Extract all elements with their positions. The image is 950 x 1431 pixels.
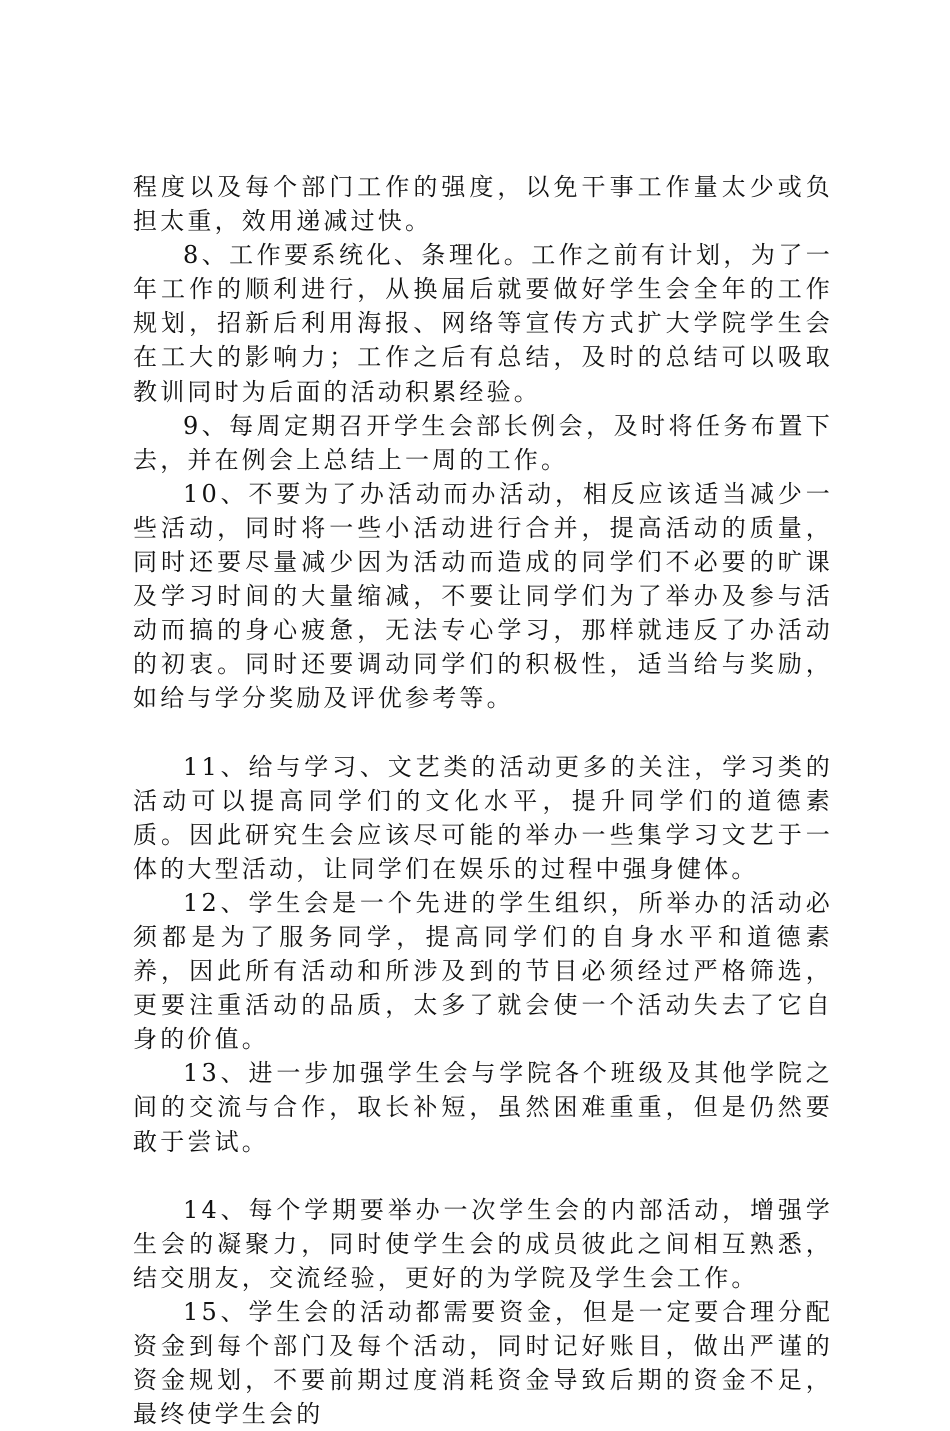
paragraph-item-10: 10、不要为了办活动而办活动，相反应该适当减少一些活动，同时将一些小活动进行合并，提高活动的质量，同时还要尽量减少因为活动而造成的同学们不必要的旷课及学习时间的大量缩减，不要让同学们为了举办及参与活动而搞的身心疲惫，无法专心学习，那样就违反了办活动的初衷。同时还要调动同学们的积极性，适当给与奖励，如给与学分奖励及评优参考等。 (133, 479, 833, 713)
document-body (133, 170, 833, 1431)
paragraph-item-14: 14、每个学期要举办一次学生会的内部活动，增强学生会的凝聚力，同时使学生会的成员彼此之间相互熟悉，结交朋友，交流经验，更好的为学院及学生会工作。 (133, 1195, 833, 1292)
paragraph-item-11: 11、给与学习、文艺类的活动更多的关注，学习类的活动可以提高同学们的文化水平，提升同学们的道德素质。因此研究生会应该尽可能的举办一些集学习文艺于一体的大型活动，让同学们在娱乐的过程中强身健体。 (133, 752, 833, 883)
paragraph-item-12: 12、学生会是一个先进的学生组织，所举办的活动必须都是为了服务同学，提高同学们的自身水平和道德素养，因此所有活动和所涉及到的节目必须经过严格筛选，更要注重活动的品质，太多了就会使一个活动失去了它自身的价值。 (133, 888, 833, 1054)
paragraph-item-9: 9、每周定期召开学生会部长例会，及时将任务布置下去，并在例会上总结上一周的工作。 (133, 411, 833, 474)
paragraph-item-8: 8、工作要系统化、条理化。工作之前有计划，为了一年工作的顺利进行，从换届后就要做好学生会全年的工作规划，招新后利用海报、网络等宣传方式扩大学院学生会在工大的影响力；工作之后有总结，及时的总结可以吸取教训同时为后面的活动积累经验。 (133, 241, 833, 406)
paragraph-continuation: 程度以及每个部门工作的强度，以免干事工作量太少或负担太重，效用递减过快。 (133, 173, 833, 236)
paragraph-item-15: 15、学生会的活动都需要资金，但是一定要合理分配资金到每个部门及每个活动，同时记好账目，做出严谨的资金规划，不要前期过度消耗资金导致后期的资金不足，最终使学生会的 (133, 1297, 833, 1429)
paragraph-item-13: 13、进一步加强学生会与学院各个班级及其他学院之间的交流与合作，取长补短，虽然困难重重，但是仍然要敢于尝试。 (133, 1059, 833, 1156)
